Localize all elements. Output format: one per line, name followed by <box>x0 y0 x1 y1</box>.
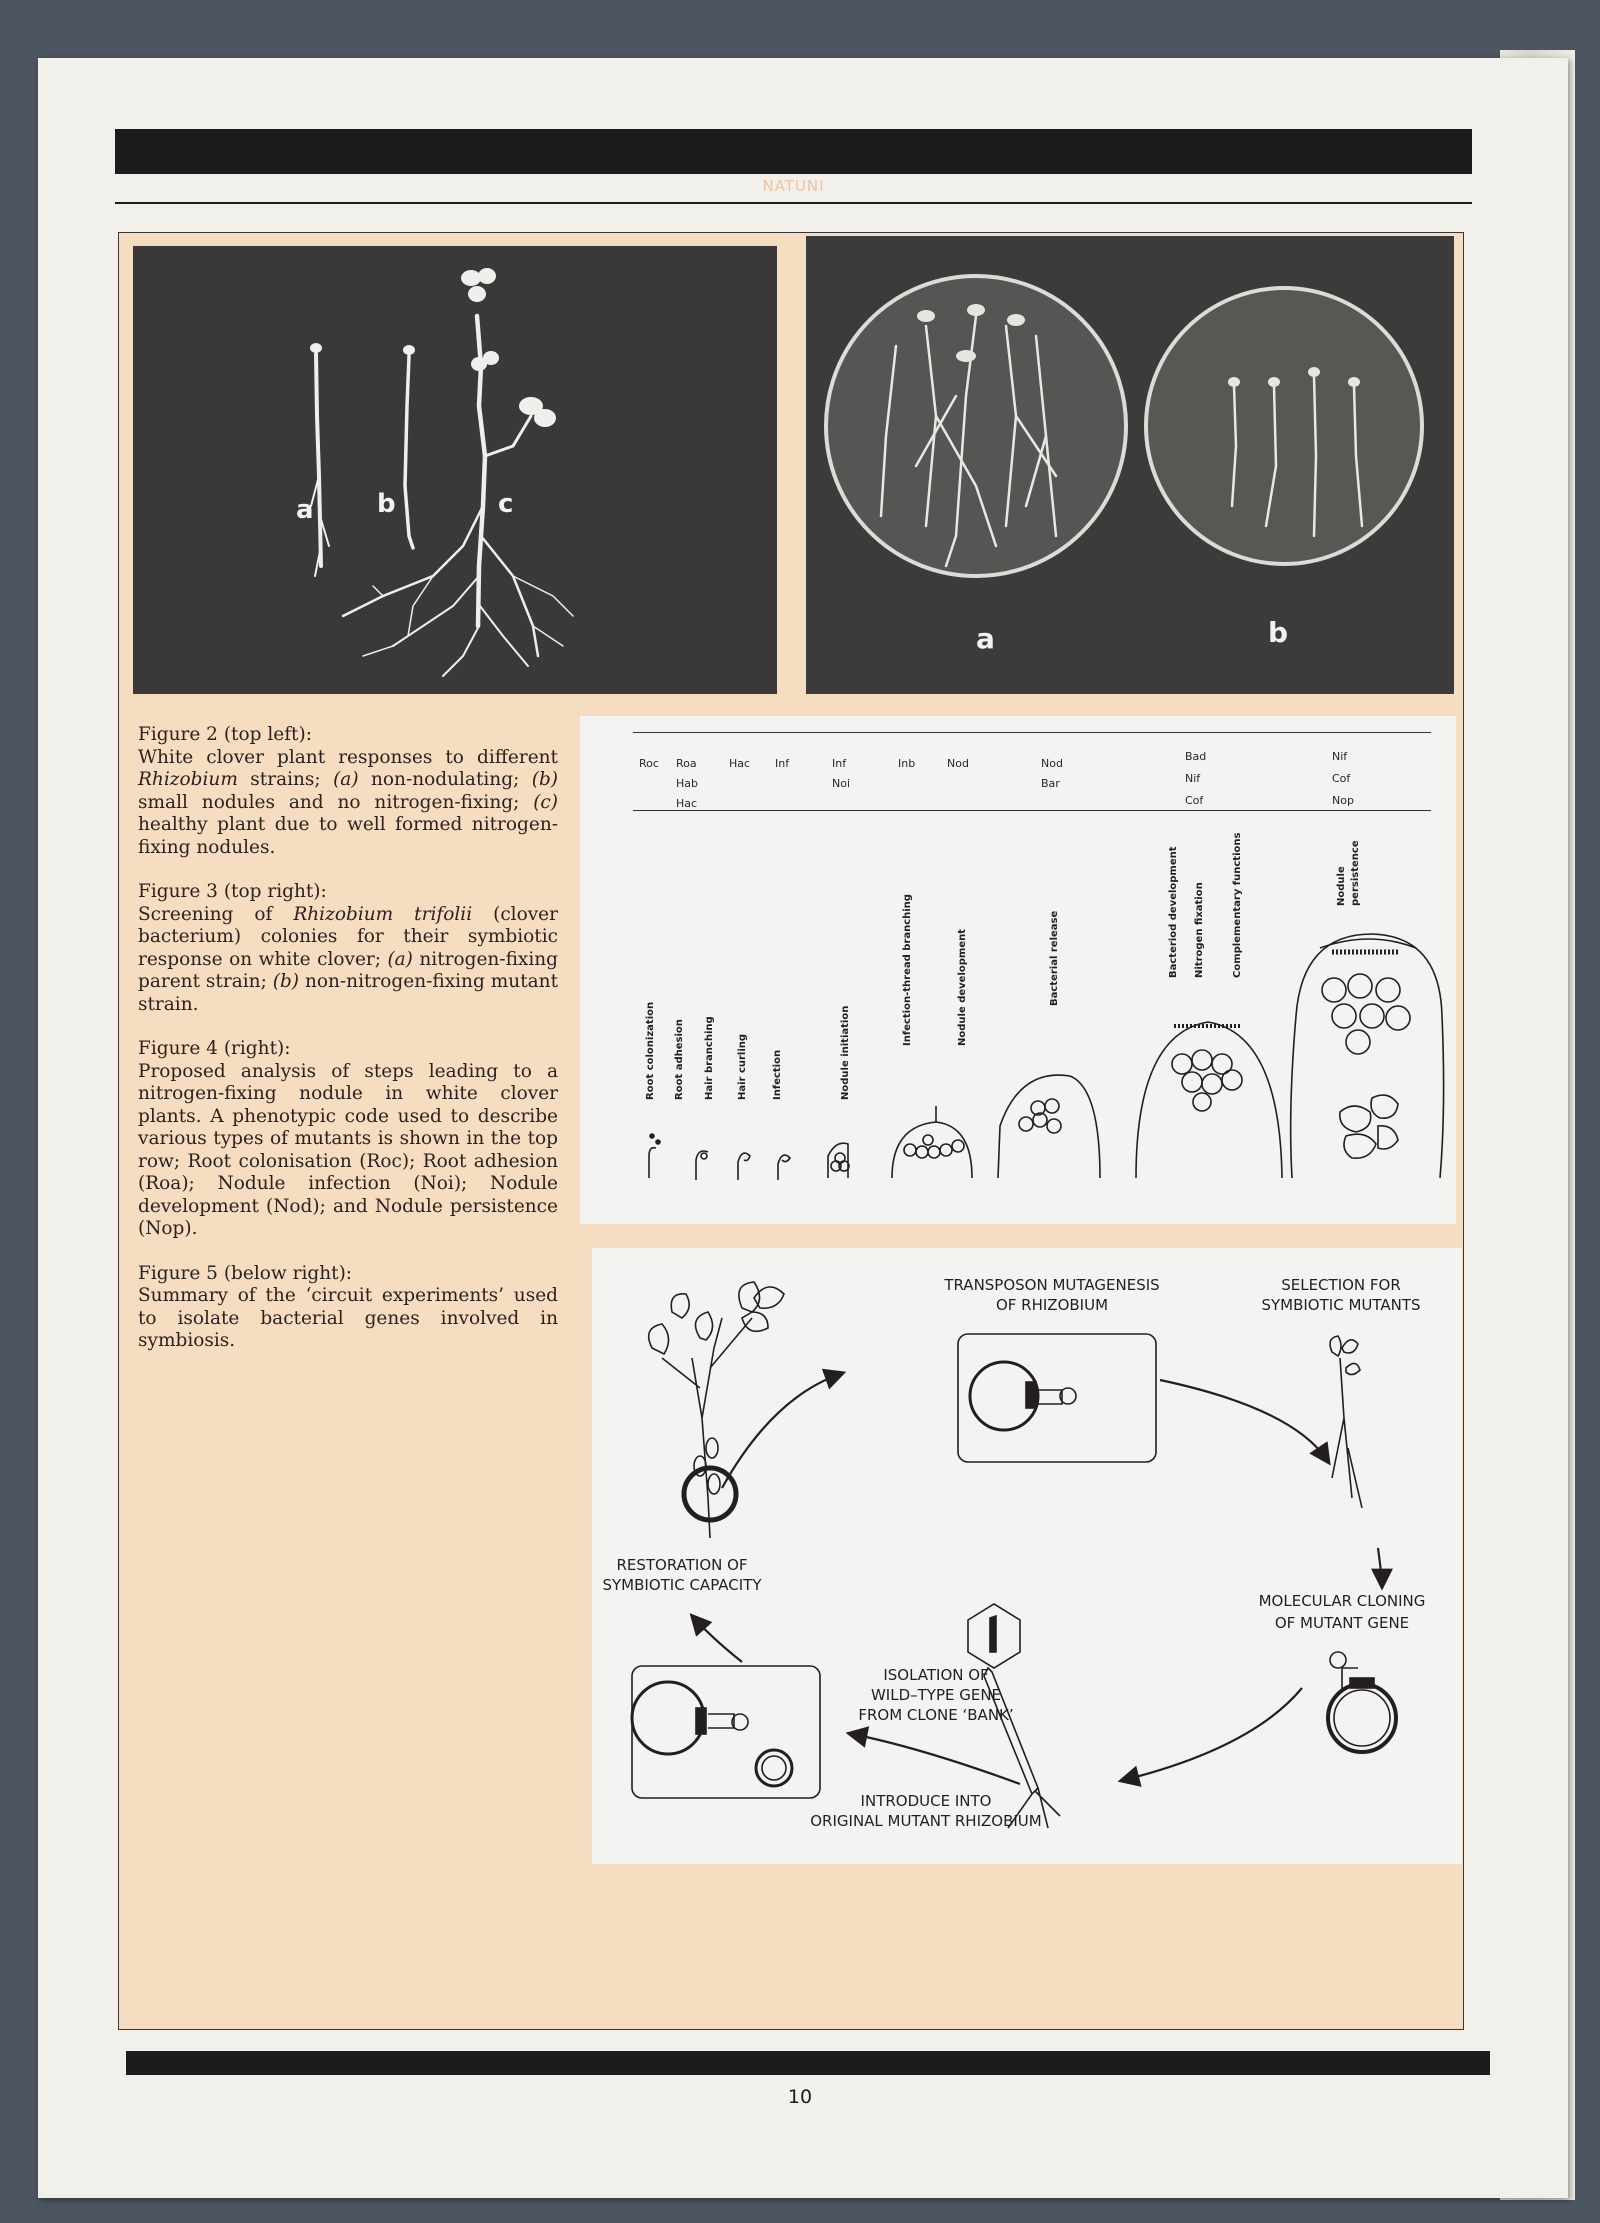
code-col-3: Hac <box>729 757 751 770</box>
figure-2-photo <box>133 246 777 694</box>
caption-fig5 <box>138 1263 558 1353</box>
fig2-label-c: c <box>498 489 514 519</box>
header-rule <box>115 202 1472 204</box>
root-hair-sketches <box>649 934 1444 1180</box>
clover-seedlings-illustration <box>133 246 777 694</box>
caption-text: Proposed analysis of steps leading to a nitrogen-fixing nodule in white clover plants. A phenotypic code used to describe various types of mutants is shown in the top row; Root colonisation (Roc); Root adhesion (Roa); Nodule infection (Noi); Nodule development (Nod); and Nodule persistence (Nop). <box>138 1060 558 1239</box>
isolation-label-2: WILD–TYPE GENE <box>870 1686 1002 1704</box>
fig3-label-a: a <box>976 622 995 655</box>
footer-bar <box>126 2051 1490 2075</box>
code-col-9: Bad Nif Cof <box>1185 750 1207 807</box>
caption-text: strains; <box>237 769 334 790</box>
code-col-7: Nod <box>947 757 969 770</box>
step-label: Infection <box>772 1049 783 1100</box>
caption-text: healthy plant due to well formed nitrogen-fixing nodules. <box>138 814 558 858</box>
caption-text: non-nitrogen-fixing mutant strain. <box>138 971 559 1015</box>
selection-label-1: SELECTION FOR <box>1281 1276 1401 1294</box>
code-col-6: Inb <box>898 757 916 770</box>
figure-5-panel <box>592 1248 1462 1864</box>
figure-captions <box>138 724 558 1353</box>
caption-italic-text: (c) <box>533 791 558 813</box>
caption-italic-text: (b) <box>272 971 300 992</box>
caption-text: Screening of <box>138 903 294 925</box>
step-label: persistence <box>1350 840 1361 906</box>
introduce-label-1: INTRODUCE INTO <box>860 1792 992 1810</box>
caption-text: (clover bacterium) colonies for their symbiotic response on white clover; <box>138 903 558 970</box>
code-col-5: Inf Noi <box>832 757 851 790</box>
header-bar <box>115 129 1472 174</box>
caption-fig3 <box>138 881 558 1016</box>
caption-italic-text: (b) <box>531 769 559 790</box>
cloning-label-2: OF MUTANT GENE <box>1274 1614 1410 1632</box>
caption-text: non-nodulating; <box>358 769 532 790</box>
code-col-1: Roc <box>639 757 659 770</box>
caption-heading: Figure 4 (right): <box>138 1038 291 1059</box>
introduced-plasmid-box <box>632 1666 820 1798</box>
nodule-steps-diagram <box>580 716 1456 1224</box>
clover-plant-sketch <box>649 1282 784 1538</box>
caption-text: nitrogen-fixing parent strain; <box>138 948 559 992</box>
transposon-label-2: OF RHIZOBIUM <box>995 1296 1109 1314</box>
cycle-arrows <box>694 1374 1382 1784</box>
introduce-label-2: ORIGINAL MUTANT RHIZOBIUM <box>810 1812 1042 1830</box>
petri-dishes-illustration <box>806 236 1454 694</box>
step-label: Hair curling <box>737 1033 748 1100</box>
caption-heading: Figure 5 (below right): <box>138 1262 353 1284</box>
cloning-label-1: MOLECULAR CLONING <box>1258 1592 1426 1610</box>
caption-italic-text: (a) <box>387 948 413 970</box>
step-label: Complementary functions <box>1232 832 1243 978</box>
isolation-label-1: ISOLATION OF <box>883 1666 989 1684</box>
transposon-plasmid-box <box>958 1334 1156 1462</box>
caption-fig4 <box>138 1038 558 1241</box>
code-col-8: Nod Bar <box>1041 757 1063 790</box>
code-col-10: Nif Cof Nop <box>1332 750 1354 807</box>
caption-heading: Figure 3 (top right): <box>138 881 327 902</box>
circuit-experiments-diagram <box>592 1248 1462 1864</box>
restoration-label-1: RESTORATION OF <box>616 1556 748 1574</box>
step-label: Nitrogen fixation <box>1194 882 1205 978</box>
selection-label-2: SYMBIOTIC MUTANTS <box>1261 1296 1421 1314</box>
restoration-label-2: SYMBIOTIC CAPACITY <box>602 1576 762 1594</box>
code-col-2: Roa Hab Hac <box>676 757 698 810</box>
page-number: 10 <box>787 2086 813 2108</box>
figure-4-panel <box>580 716 1456 1224</box>
running-title: NATUNI <box>762 177 825 195</box>
step-label: Bacterial release <box>1049 910 1060 1006</box>
step-label: Bacteriod development <box>1168 846 1179 978</box>
step-label: Root colonization <box>645 1001 656 1100</box>
caption-text: White clover plant responses to different <box>138 746 558 768</box>
caption-italic-text: Rhizobium trifolii <box>293 903 473 925</box>
step-label: Nodule initiation <box>840 1005 851 1100</box>
fig2-label-a: a <box>296 495 314 525</box>
caption-fig2 <box>138 724 558 859</box>
fig2-label-b: b <box>377 489 396 519</box>
transposon-label-1: TRANSPOSON MUTAGENESIS <box>944 1276 1160 1294</box>
code-col-4: Inf <box>775 757 790 770</box>
cloned-gene-plasmid <box>1328 1652 1396 1752</box>
caption-body <box>138 1285 558 1353</box>
step-label: Infection-thread branching <box>902 894 913 1046</box>
step-label: Hair branching <box>704 1016 715 1100</box>
caption-body <box>138 747 558 860</box>
step-label: Root adhesion <box>674 1019 685 1100</box>
caption-italic-text: Rhizobium <box>138 769 238 790</box>
mutant-seedling-sketch <box>1330 1336 1362 1508</box>
isolation-label-3: FROM CLONE ‘BANK’ <box>858 1706 1014 1724</box>
caption-text: Summary of the ‘circuit experiments’ used to isolate bacterial genes involved in symbiosis. <box>138 1285 558 1351</box>
step-label: Nodule <box>1336 866 1347 906</box>
caption-body <box>138 1061 558 1241</box>
caption-italic-text: (a) <box>333 769 359 790</box>
fig3-label-b: b <box>1268 616 1289 649</box>
caption-heading: Figure 2 (top left): <box>138 724 312 745</box>
step-label: Nodule development <box>957 928 968 1046</box>
caption-text: small nodules and no nitrogen-fixing; <box>138 791 534 813</box>
caption-body <box>138 904 558 1017</box>
figure-3-photo <box>806 236 1454 694</box>
